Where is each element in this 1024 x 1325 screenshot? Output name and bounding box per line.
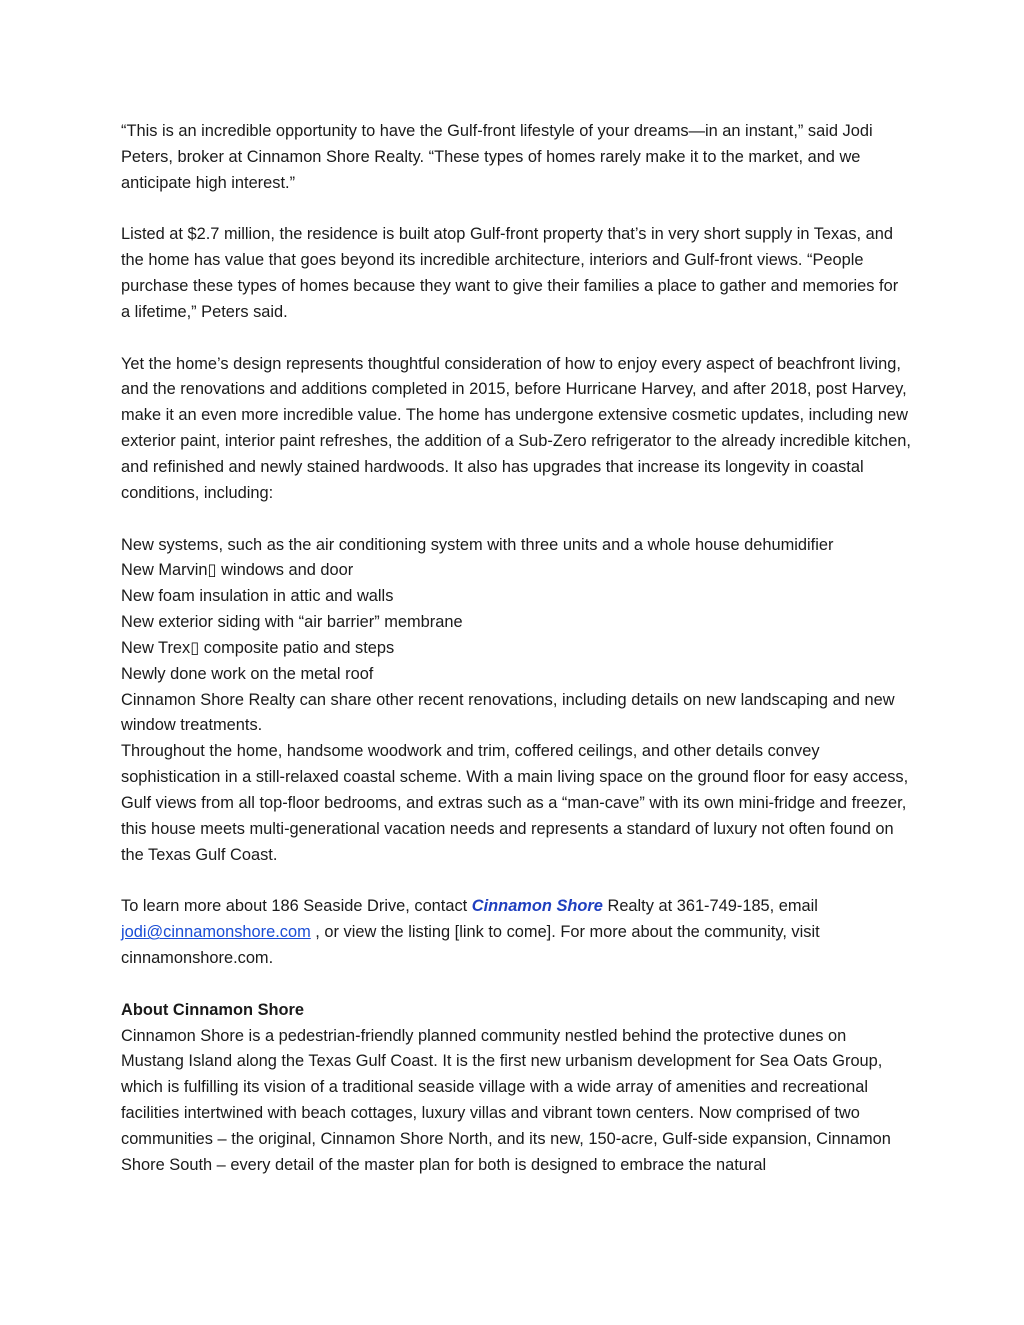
document-page <box>121 119 911 1179</box>
quote-paragraph: “This is an incredible opportunity to have the Gulf-front lifestyle of your dreams—in an instant,” said Jodi Peters, broker at Cinnamon Shore Realty. “These types of homes rarely make it to the market, and we anticipate high interest.” <box>121 122 873 192</box>
contact-text-after: , or view the listing [link to come]. For more about the community, visit cinnamonshore.com. <box>121 923 820 967</box>
list-item: New Trex▯ composite patio and steps <box>121 638 395 657</box>
email-link[interactable]: jodi@cinnamonshore.com <box>121 923 311 942</box>
listing-paragraph: Listed at $2.7 million, the residence is built atop Gulf-front property that’s in very short supply in Texas, and the home has value that goes beyond its incredible architecture, interiors and Gulf-front views. “People purchase these types of homes because they want to give their families a place to gather and memories for a lifetime,” Peters said. <box>121 225 899 321</box>
contact-text-middle: Realty at 361-749-185, email <box>602 897 818 916</box>
brand-name: Cinnamon Shore <box>471 897 603 916</box>
upgrades-list <box>121 533 911 740</box>
list-item: Newly done work on the metal roof <box>121 664 374 683</box>
list-item: New systems, such as the air conditioning system with three units and a whole house dehumidifier <box>121 535 834 554</box>
list-item: New foam insulation in attic and walls <box>121 587 394 606</box>
contact-text-before: To learn more about 186 Seaside Drive, contact <box>121 897 472 916</box>
about-body: Cinnamon Shore is a pedestrian-friendly planned community nestled behind the protective dunes on Mustang Island along the Texas Gulf Coast. It is the first new urbanism development for Sea Oats Group, which is fulfilling its vision of a traditional seaside village with a wide array of amenities and recreational facilities intertwined with beach cottages, luxury villas and vibrant town centers. Now comprised of two communities – the original, Cinnamon Shore North, and its new, 150-acre, Gulf-side expansion, Cinnamon Shore South – every detail of the master plan for both is designed to embrace the natural <box>121 1026 891 1174</box>
list-item: Cinnamon Shore Realty can share other recent renovations, including details on new landscaping and new window treatments. <box>121 690 895 735</box>
list-item: New exterior siding with “air barrier” membrane <box>121 613 463 632</box>
woodwork-paragraph: Throughout the home, handsome woodwork and trim, coffered ceilings, and other details convey sophistication in a still-relaxed coastal scheme. With a main living space on the ground floor for easy access, Gulf views from all top-floor bedrooms, and extras such as a “man-cave” with its own mini-fridge and freezer, this house meets multi-generational vacation needs and represents a standard of luxury not often found on the Texas Gulf Coast. <box>121 742 909 864</box>
list-item: New Marvin▯ windows and door <box>121 561 354 580</box>
about-heading: About Cinnamon Shore <box>121 1000 305 1019</box>
design-paragraph: Yet the home’s design represents thoughtful consideration of how to enjoy every aspect of beachfront living, and the renovations and additions completed in 2015, before Hurricane Harvey, and after 2018, post Harvey, make it an even more incredible value. The home has undergone extensive cosmetic updates, including new exterior paint, interior paint refreshes, the addition of a Sub-Zero refrigerator to the already incredible kitchen, and refinished and newly stained hardwoods. It also has upgrades that increase its longevity in coastal conditions, including: <box>121 354 911 502</box>
contact-paragraph <box>121 894 911 972</box>
